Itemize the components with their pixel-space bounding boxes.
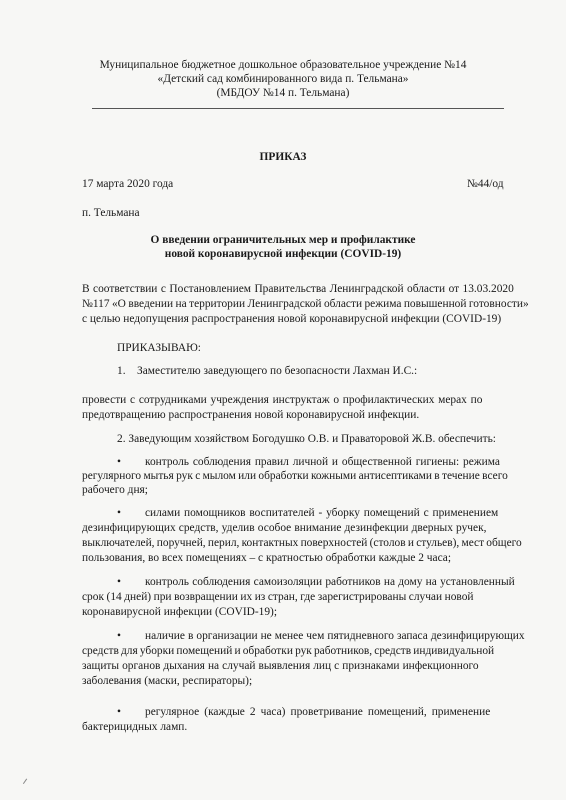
subject-line2: новой коронавирусной инфекции (COVID-19)	[164, 248, 402, 260]
bullet2-line1: силами помощников воспитателей - уборку помещений с применением	[145, 507, 499, 519]
bullet1-line2: регулярного мытья рук с мылом или обработки кожными антисептиками в течение всего	[82, 470, 508, 482]
bullet2-line2: дезинфицирующих средств, уделив особое внимание дезинфекции дверных ручек,	[82, 522, 487, 534]
bullet1-line1: контроль соблюдения правил личной и общественной гигиены: режима	[145, 456, 500, 468]
bullet2-line4: пользования, во всех помещениях – с кратностью обработки каждые 2 часа;	[82, 552, 451, 564]
header-divider	[92, 108, 504, 109]
org-name-line2: «Детский сад комбинированного вида п. Тельмана»	[157, 73, 409, 85]
item1-number: 1.	[117, 365, 126, 377]
bullet-icon: •	[117, 706, 121, 718]
bullet4-line4: заболевания (маски, респираторы);	[82, 675, 253, 687]
intro-line2: №117 «О введении на территории Ленинградской области режима повышенной готовности»	[82, 298, 529, 310]
document-title: ПРИКАЗ	[259, 151, 307, 163]
item1-heading: Заместителю заведующего по безопасности Лахман И.С.:	[137, 365, 418, 377]
bullet4-line2: средств для уборки помещений и обработки рук работников, средств индивидуальной	[82, 645, 495, 657]
item2-heading: 2. Заведующим хозяйством Богодушко О.В. и Праваторовой Ж.В. обеспечить:	[117, 433, 496, 445]
bullet-icon: •	[117, 576, 121, 588]
intro-line1: В соответствии с Постановлением Правительства Ленинградской области от 13.03.2020	[82, 283, 514, 295]
bullet-icon: •	[117, 630, 121, 642]
org-name-line3: (МБДОУ №14 п. Тельмана)	[216, 87, 350, 99]
bullet3-line3: коронавирусной инфекции (COVID-19);	[82, 606, 277, 618]
item1-body-line2: предотвращению распространения новой коронавирусной инфекции.	[82, 409, 420, 421]
bullet-icon: •	[117, 507, 121, 519]
document-number: №44/од	[467, 178, 504, 190]
order-word: ПРИКАЗЫВАЮ:	[117, 342, 201, 354]
bullet-icon: •	[117, 456, 121, 468]
bullet5-line1: регулярное (каждые 2 часа) проветривание помещений, применение	[145, 706, 491, 718]
bullet1-line3: рабочего дня;	[82, 484, 148, 496]
item1-body-line1: провести с сотрудниками учреждения инструктаж о профилактических мерах по	[82, 394, 483, 406]
bullet2-line3: выключателей, поручней, перил, контактных поверхностей (столов и стульев), мест общего	[82, 537, 522, 549]
document-place: п. Тельмана	[82, 207, 140, 219]
bullet4-line1: наличие в организации не менее чем пятидневного запаса дезинфицирующих	[145, 630, 525, 642]
subject-line1: О введении ограничительных мер и профилактике	[150, 234, 416, 246]
intro-line3: с целью недопущения распространения новой коронавирусной инфекции (COVID-19)	[82, 313, 502, 325]
scan-mark	[23, 779, 32, 788]
bullet4-line3: защиты органов дыхания на случай выявления лиц с признаками инфекционного	[82, 660, 479, 672]
bullet3-line1: контроль соблюдения самоизоляции работников на дому на установленный	[145, 576, 515, 588]
bullet5-line2: бактерицидных ламп.	[82, 721, 188, 733]
bullet3-line2: срок (14 дней) при возвращении их из стран, где зарегистрированы случаи новой	[82, 591, 474, 603]
org-name-line1: Муниципальное бюджетное дошкольное образовательное учреждение №14	[99, 59, 467, 71]
document-date: 17 марта 2020 года	[82, 178, 174, 190]
